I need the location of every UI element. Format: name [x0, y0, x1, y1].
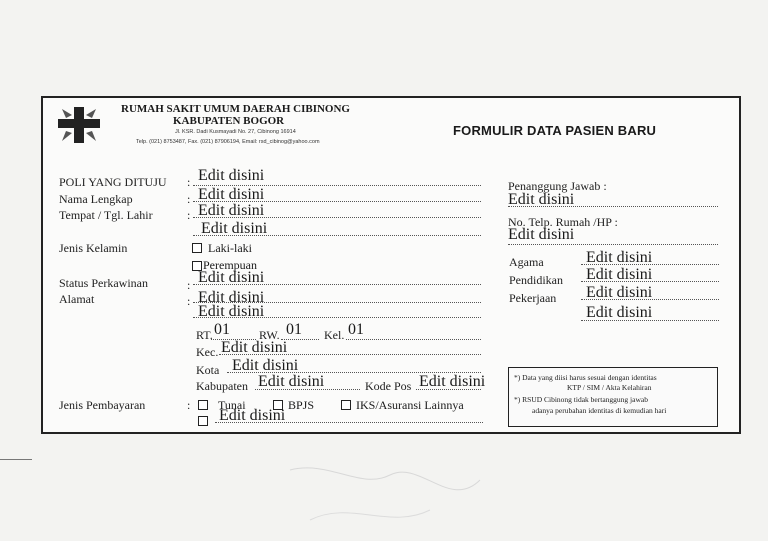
alamat-input-2[interactable]: [198, 303, 318, 321]
iks-asuransi-label: IKS/Asuransi Lainnya: [356, 398, 464, 412]
scan-scribble: [270, 450, 500, 541]
colon: :: [187, 192, 191, 206]
patient-registration-form: [41, 96, 741, 434]
other-payment-checkbox[interactable]: [198, 416, 208, 426]
laki-laki-checkbox[interactable]: [192, 243, 202, 253]
kode-pos-label: Kode Pos: [365, 379, 412, 393]
hospital-contact: Telp. (021) 8753487, Fax. (021) 87906194, Email: rsd_cibinog@yahoo.com: [136, 139, 320, 145]
form-title: FORMULIR DATA PASIEN BARU: [453, 123, 657, 138]
note-line-3: *) RSUD Cibinong tidak bertanggung jawab: [514, 395, 648, 404]
laki-laki-label: Laki-laki: [208, 241, 252, 255]
hospital-address: Jl. KSR. Dadi Kusmayadi No. 27, Cibinong 16914: [175, 129, 296, 135]
alamat-underline-2: [193, 317, 481, 318]
alamat-label: Alamat: [59, 292, 95, 306]
tunai-checkbox[interactable]: [198, 400, 208, 410]
colon: :: [187, 294, 191, 308]
scan-mark: [0, 459, 32, 460]
telp-label: No. Telp. Rumah /HP :: [508, 215, 618, 229]
note-line-1: *) Data yang diisi harus sesuai dengan identitas: [514, 373, 657, 382]
pekerjaan-label: Pekerjaan: [509, 291, 557, 305]
status-perkawinan-label: Status Perkawinan: [59, 276, 148, 290]
telp-underline: [508, 244, 718, 245]
note-line-4: adanya perubahan identitas di kemudian hari: [532, 406, 667, 415]
rt-label: RT.: [196, 328, 213, 342]
jenis-kelamin-label: Jenis Kelamin: [59, 241, 128, 255]
telp-input[interactable]: [508, 226, 628, 244]
kode-pos-underline: [416, 389, 481, 390]
kel-label: Kel.: [324, 328, 345, 342]
pj-underline: [508, 206, 718, 207]
hospital-logo-icon: [56, 105, 102, 145]
colon: :: [187, 208, 191, 222]
pendidikan-underline: [581, 281, 719, 282]
colon: :: [187, 398, 191, 412]
tunai-label: Tunai: [218, 398, 246, 412]
ttl-label: Tempat / Tgl. Lahir: [59, 208, 153, 222]
rt-input[interactable]: [214, 321, 244, 339]
kel-input[interactable]: [348, 321, 378, 339]
colon: :: [187, 278, 191, 292]
kabupaten-label: Kabupaten: [196, 379, 248, 393]
poli-label: POLI YANG DITUJU: [59, 175, 167, 189]
note-line-2: KTP / SIM / Akta Kelahiran: [567, 383, 652, 392]
ttl-underline-2: [193, 235, 481, 236]
bpjs-label: BPJS: [288, 398, 315, 412]
kel-underline: [346, 339, 481, 340]
other-payment-underline: [215, 422, 483, 423]
penanggung-jawab-label: Penanggung Jawab :: [508, 179, 607, 193]
poli-input[interactable]: [198, 167, 318, 185]
agama-label: Agama: [509, 255, 544, 269]
perempuan-label: Perempuan: [203, 258, 257, 272]
hospital-name-line2: KABUPATEN BOGOR: [173, 115, 285, 127]
pekerjaan-underline-2: [581, 320, 719, 321]
nama-label: Nama Lengkap: [59, 192, 133, 206]
rw-label: RW.: [259, 328, 280, 342]
agama-underline: [581, 264, 719, 265]
notes-box: [508, 367, 718, 427]
colon: :: [187, 175, 191, 189]
iks-asuransi-checkbox[interactable]: [341, 400, 351, 410]
kabupaten-underline: [255, 389, 360, 390]
pekerjaan-underline-1: [581, 299, 719, 300]
ttl-underline-1: [193, 217, 481, 218]
kec-label: Kec.: [196, 345, 219, 359]
rw-input[interactable]: [286, 321, 316, 339]
jenis-pembayaran-label: Jenis Pembayaran: [59, 398, 146, 412]
kec-underline: [219, 354, 481, 355]
hospital-name-line1: RUMAH SAKIT UMUM DAERAH CIBINONG: [121, 103, 350, 115]
kota-label: Kota: [196, 363, 220, 377]
status-underline: [193, 284, 481, 285]
pendidikan-label: Pendidikan: [509, 273, 563, 287]
